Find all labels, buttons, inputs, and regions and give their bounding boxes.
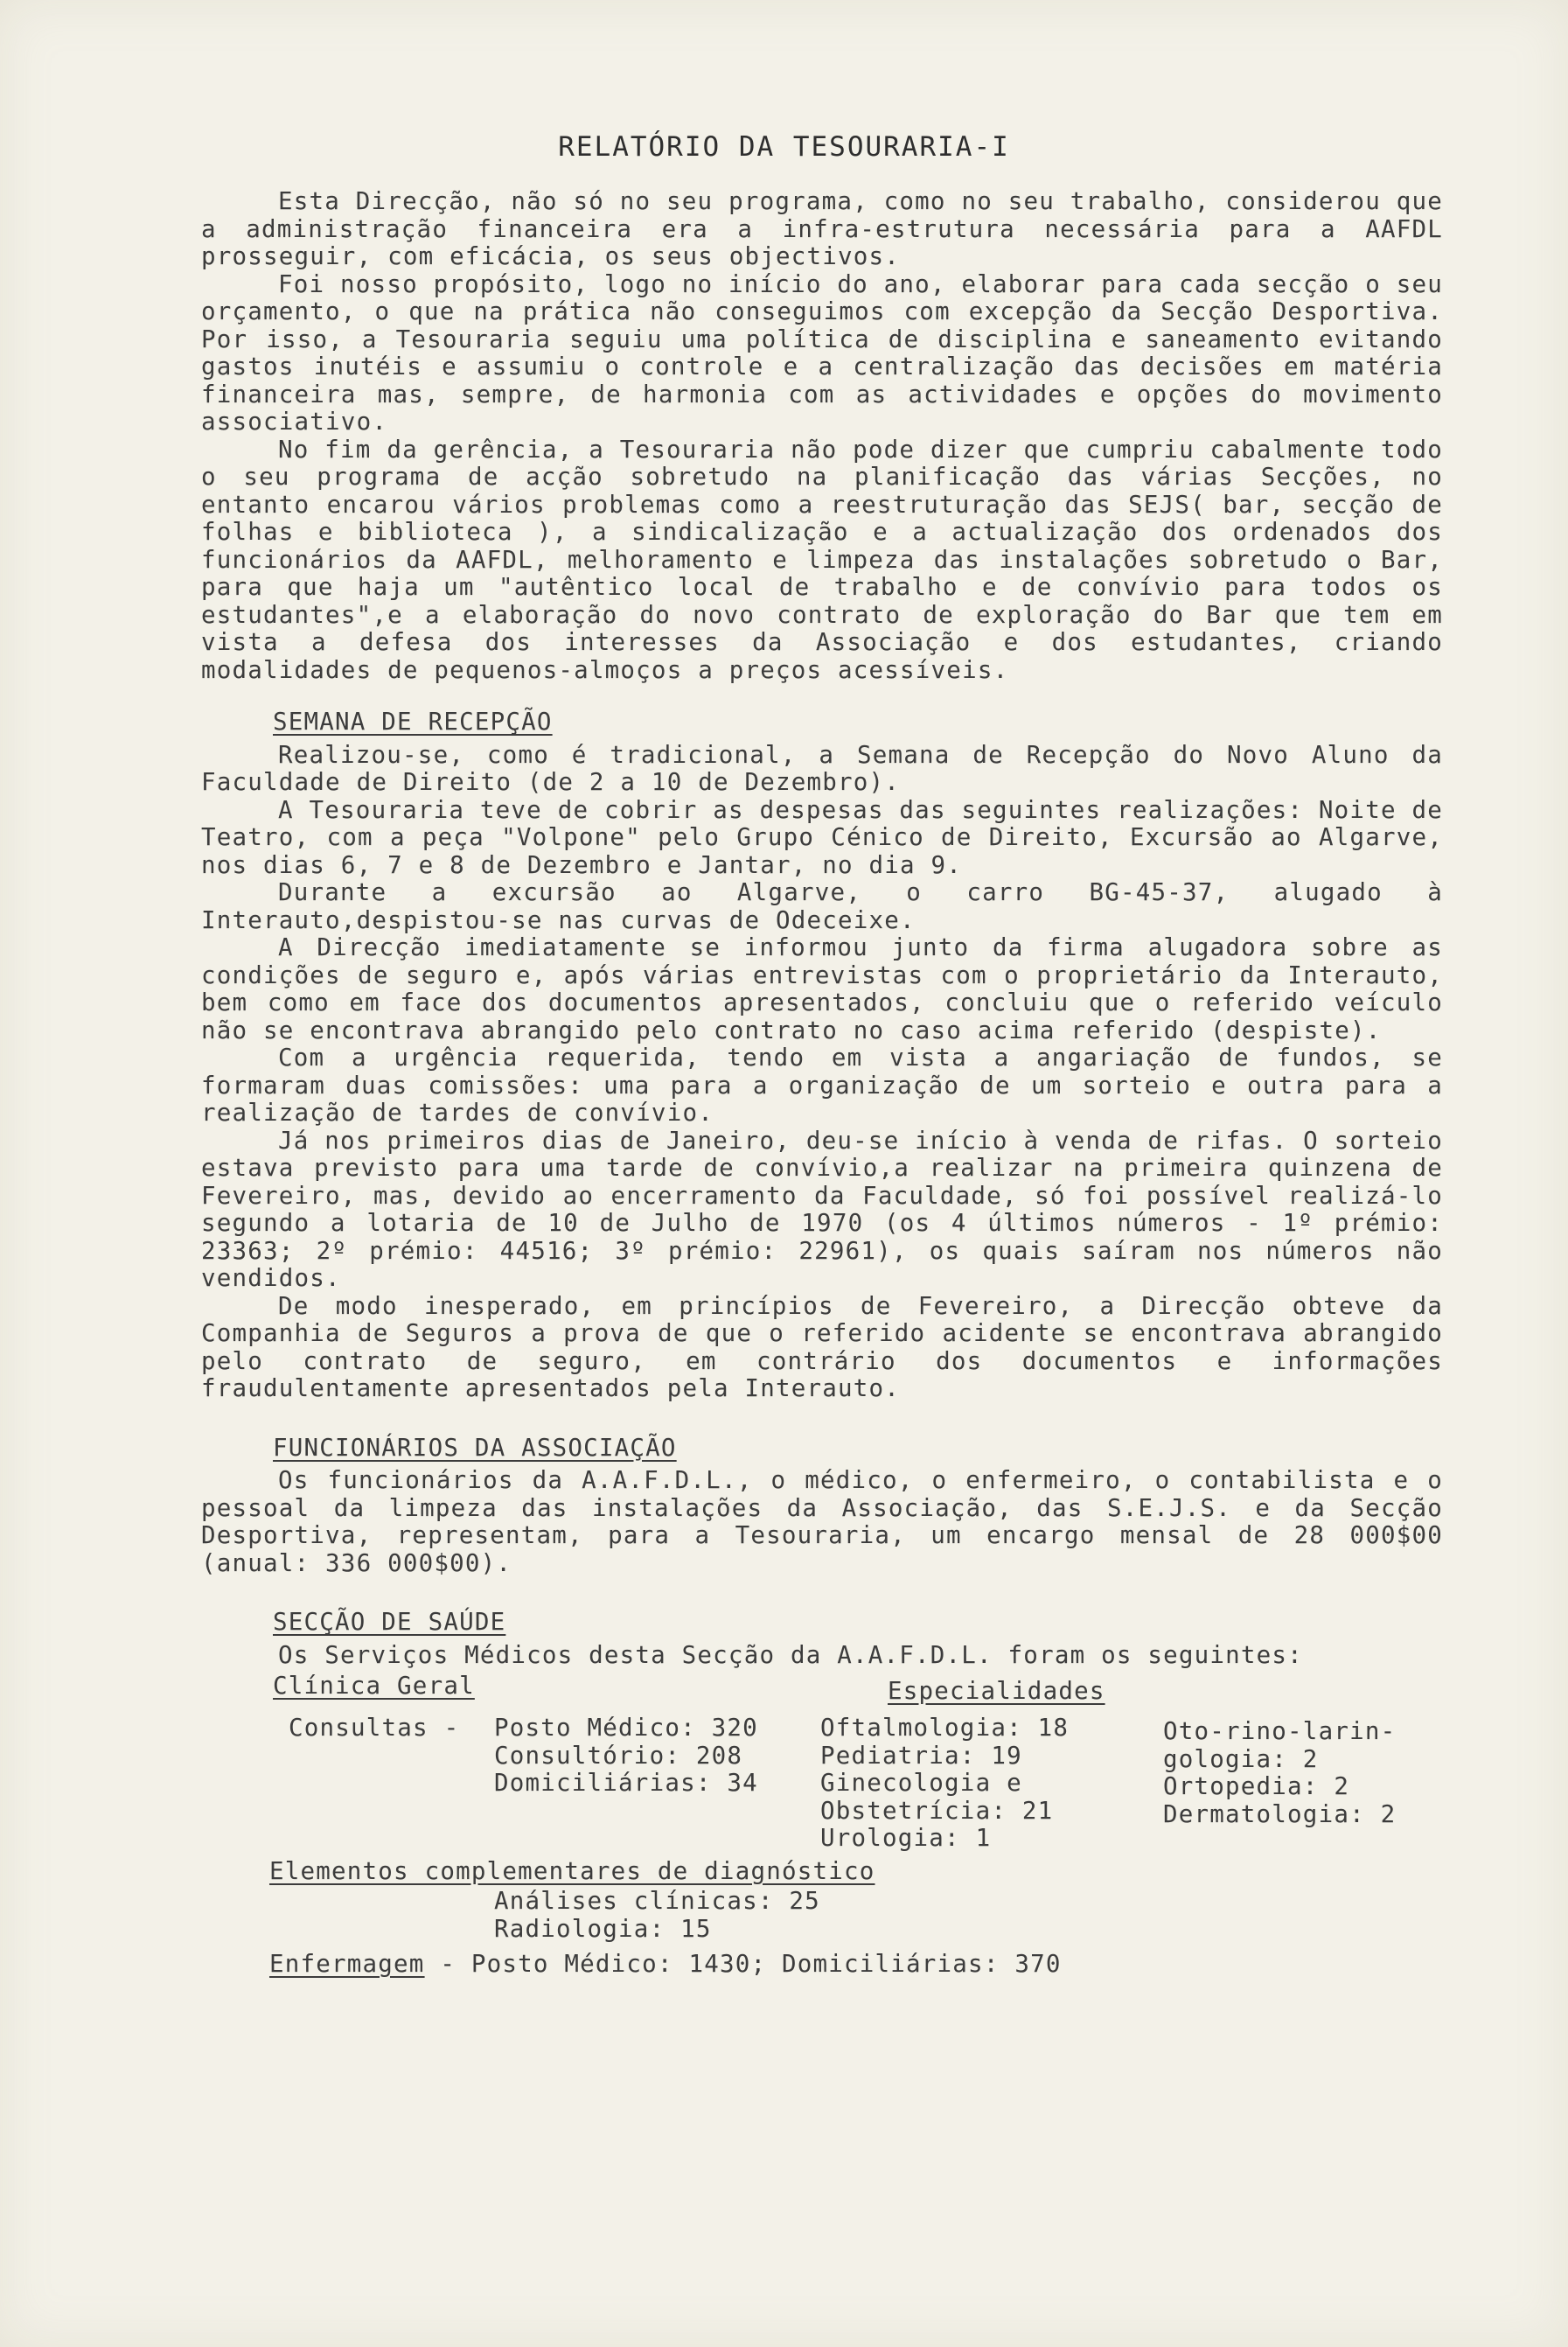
semana-paragraph-1: Realizou-se, como é tradicional, a Semana de Recepção do Novo Aluno da Faculdade de Direito (de 2 a 10 de Dezembro). (201, 740, 1443, 796)
especialidade-dermatologia: Dermatologia: 2 (1163, 1799, 1397, 1828)
intro-paragraph-1: Esta Direcção, não só no seu programa, como no seu trabalho, considerou que a administração financeira era a infra-estrutura necessária para a AAFDL prosseguir, com eficácia, os seus objectivos. (201, 187, 1443, 270)
intro-paragraph-3: No fim da gerência, a Tesouraria não pode dizer que cumpriu cabalmente todo o seu programa de acção sobretudo na planificação das várias Secções, no entanto encarou vários problemas como a reestruturação das SEJS( bar, secção de folhas e biblioteca ), a sindicalização e a actualização dos ordenados dos funcionários da AAFDL, melhoramento e limpeza das instalações sobretudo o Bar, para que haja um "autêntico local de trabalho e de convívio para todos os estudantes",e a elaboração do novo contrato de exploração do Bar que tem em vista a defesa dos interesses da Associação e dos estudantes, criando modalidades de pequenos-almoços a preços acessíveis. (201, 435, 1443, 684)
especialidade-obstetricia: Obstetrícia: 21 (820, 1796, 1054, 1825)
especialidade-oto-rino-1: Oto-rino-larin- (1163, 1717, 1397, 1745)
enfermagem-line (269, 1951, 1062, 1979)
elementos-radiologia: Radiologia: 15 (494, 1914, 712, 1943)
especialidade-pediatria: Pediatria: 19 (820, 1741, 1022, 1770)
especialidade-ortopedia: Ortopedia: 2 (1163, 1772, 1350, 1800)
elementos-analises: Análises clínicas: 25 (494, 1887, 820, 1915)
consultas-label: Consultas - (289, 1714, 460, 1742)
especialidade-urologia: Urologia: 1 (820, 1824, 992, 1852)
elementos-heading: Elementos complementares de diagnóstico (269, 1857, 875, 1885)
especialidade-oftalmologia: Oftalmologia: 18 (820, 1714, 1070, 1742)
semana-paragraph-4: A Direcção imediatamente se informou junto da firma alugadora sobre as condições de seguro e, após várias entrevistas com o proprietário da Interauto, bem como em face dos documentos apresentados, concluiu que o referido veículo não se encontrava abrangido pelo contrato no caso acima referido (despiste). (201, 933, 1443, 1044)
funcionarios-paragraph: Os funcionários da A.A.F.D.L., o médico, o enfermeiro, o contabilista e o pessoal da limpeza das instalações da Associação, das S.E.J.S. e da Secção Desportiva, representam, para a Tesouraria, um encargo mensal de 28 000$00 (anual: 336 000$00). (201, 1466, 1443, 1577)
especialidades-col-2 (1163, 1718, 1396, 1828)
clinica-geral-heading: Clínica Geral (273, 1672, 475, 1700)
intro-paragraph-2: Foi nosso propósito, logo no início do ano, elaborar para cada secção o seu orçamento, o que na prática não conseguimos com excepção da Secção Desportiva. Por isso, a Tesouraria seguiu uma política de disciplina e saneamento evitando gastos inutéis e assumiu o controle e a centralização das decisões em matéria financeira mas, sempre, de harmonia com as actividades e opções do movimento associativo. (201, 269, 1443, 436)
elementos-list (494, 1888, 820, 1943)
semana-paragraph-2: A Tesouraria teve de cobrir as despesas das seguintes realizações: Noite de Teatro, com a peça "Volpone" pelo Grupo Cénico de Direito, Excursão ao Algarve, nos dias 6, 7 e 8 de Dezembro e Jantar, no dia 9. (201, 795, 1443, 879)
saude-services-table (201, 1673, 1443, 2005)
especialidades-col-1 (820, 1715, 1069, 1853)
consultas-list (494, 1715, 758, 1798)
consultas-posto-medico: Posto Médico: 320 (494, 1714, 758, 1742)
report-body (201, 188, 1443, 2005)
semana-paragraph-3: Durante a excursão ao Algarve, o carro BG-45-37, alugado à Interauto,despistou-se nas curvas de Odeceixe. (201, 878, 1443, 934)
saude-intro: Os Serviços Médicos desta Secção da A.A.F.D.L. foram os seguintes: (278, 1640, 1303, 1669)
especialidades-heading: Especialidades (888, 1677, 1105, 1705)
semana-paragraph-5: Com a urgência requerida, tendo em vista a angariação de fundos, se formaram duas comissões: uma para a organização de um sorteio e outra para a realização de tardes de convívio. (201, 1044, 1443, 1127)
page-title: RELATÓRIO DA TESOURARIA-I (558, 131, 1010, 163)
funcionarios-heading: FUNCIONÁRIOS DA ASSOCIAÇÃO (273, 1433, 677, 1462)
especialidade-oto-rino-2: gologia: 2 (1163, 1744, 1319, 1773)
especialidade-ginecologia: Ginecologia e (820, 1769, 1022, 1797)
consultas-domiciliarias: Domiciliárias: 34 (494, 1769, 758, 1797)
consultas-consultorio: Consultório: 208 (494, 1741, 743, 1770)
semana-paragraph-7: De modo inesperado, em princípios de Fevereiro, a Direcção obteve da Companhia de Seguros a prova de que o referido acidente se encontrava abrangido pelo contrato de seguro, em contrário dos documentos e informações fraudulentamente apresentados pela Interauto. (201, 1291, 1443, 1402)
saude-heading: SECÇÃO DE SAÚDE (273, 1608, 506, 1636)
enfermagem-label: Enfermagem (269, 1950, 425, 1978)
semana-paragraph-6: Já nos primeiros dias de Janeiro, deu-se início à venda de rifas. O sorteio estava previsto para uma tarde de convívio,a realizar na primeira quinzena de Fevereiro, mas, devido ao encerramento da Faculdade, só foi possível realizá-lo segundo a lotaria de 10 de Julho de 1970 (os 4 últimos números - 1º prémio: 23363; 2º prémio: 44516; 3º prémio: 22961), os quais saíram nos números não vendidos. (201, 1126, 1443, 1292)
semana-heading: SEMANA DE RECEPÇÃO (273, 708, 553, 736)
enfermagem-value: - Posto Médico: 1430; Domiciliárias: 370 (440, 1950, 1062, 1978)
